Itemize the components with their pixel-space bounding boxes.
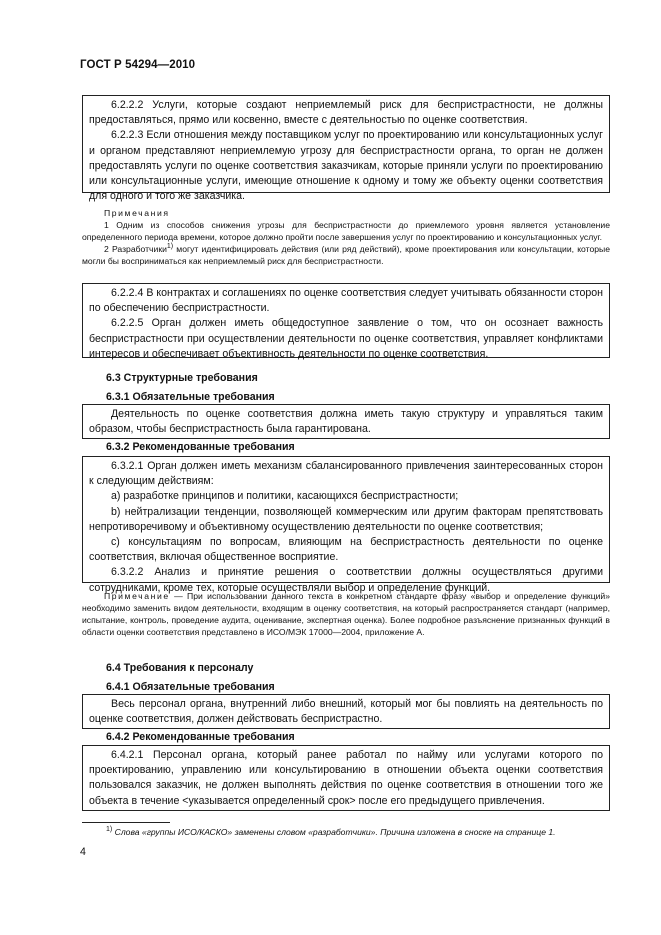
clause-6-2-2-4: 6.2.2.4 В контрактах и соглашениях по оценке соответствия следует учитывать обязанности сторон по обеспечению беспристрастности.	[89, 287, 603, 315]
section-6-4-2-title: 6.4.2 Рекомендованные требования	[106, 731, 295, 743]
list-item-c: c) консультациям по вопросам, влияющим на беспристрастность деятельности по оценке соответствия, включая общественное восприятие.	[89, 536, 603, 564]
page-number: 4	[80, 846, 86, 858]
note-block-2	[82, 590, 610, 638]
document-code: ГОСТ Р 54294—2010	[80, 59, 196, 71]
footnote	[106, 827, 616, 838]
requirements-box-6-3-1	[82, 404, 610, 439]
note-2-end: могут идентифицировать действия (или ряд действий), кроме проектирования или консультации, которые могли бы восприниматься как неприемлемый риск для беспристрастности.	[82, 244, 610, 266]
clause-6-3-2-1: 6.3.2.1 Орган должен иметь механизм сбалансированного привлечения заинтересованных сторон к следующим действиям:	[89, 460, 603, 488]
requirements-box-6-2-2-4	[82, 283, 610, 358]
clause-6-4-2-1: 6.4.2.1 Персонал органа, который ранее работал по найму или услугами которого по проектированию, управлению или консультированию в отношении объекта оценки соответствия пользовался заказчик, не должен выполнять действия по оценке соответствия в отношении того же объекта в течение <указывается определенный срок> после его предыдущего привлечения.	[89, 749, 603, 807]
footnote-marker: 1)	[106, 826, 113, 834]
list-item-b: b) нейтрализации тенденции, позволяющей коммерческим или другим факторам препятствовать непротиворечивому и объективному осуществлению деятельности по оценке соответствия;	[89, 505, 603, 533]
requirements-box-6-3-2	[82, 456, 610, 594]
section-6-3-2-title: 6.3.2 Рекомендованные требования	[106, 441, 295, 453]
section-6-4-title: 6.4 Требования к персоналу	[106, 662, 254, 674]
note-1: 1 Одним из способов снижения угрозы для беспристрастности до приемлемого уровня является установление определенного периода времени, которое должно пройти после завершения услуг по проектированию и консультационных услуг.	[82, 220, 610, 242]
list-item-a: a) разработке принципов и политики, касающихся беспристрастности;	[111, 490, 459, 503]
note-label: Примечание	[104, 591, 170, 601]
requirements-box-6-4-2	[82, 745, 610, 811]
clause-6-2-2-3: 6.2.2.3 Если отношения между поставщиком услуг по проектированию или консультационных услуг и органом представляют неприемлемую угрозу для беспристрастности органа, то орган не должен предоставлять услуги по оценке соответствия заказчикам, которые приняли услуги по проектированию или консультационные услуги, имеющие отношение к одному и тому же объекту оценки соответствия для одного и того же заказчика.	[89, 129, 603, 203]
note-2-start: 2 Разработчики	[104, 244, 167, 254]
requirements-box-6-4-1	[82, 694, 610, 729]
section-6-4-1-title: 6.4.1 Обязательные требования	[106, 681, 275, 693]
footnote-separator	[82, 822, 170, 823]
clause-6-2-2-2: 6.2.2.2 Услуги, которые создают неприемлемый риск для беспристрастности, не должны предоставляться, прямо или косвенно, вместе с деятельностью по оценке соответствия.	[89, 99, 603, 127]
footnote-text: Слова «группы ИСО/КАСКО» заменены словом «разработчики». Причина изложена в сноске на странице 1.	[112, 827, 556, 837]
section-6-3-title: 6.3 Структурные требования	[106, 372, 258, 384]
note-body: — При использовании данного текста в конкретном стандарте фразу «выбор и определение функций» необходимо заменить видом деятельности, входящим в оценку соответствия, на который распространяется стандарт (например, испытание, контроль, проведение аудита, оценивание, экспертная оценка). Более подробное разъяснение признанных функций в области оценки соответствия представлено в ИСО/МЭК 17000—2004, приложение А.	[82, 591, 610, 637]
footnote-ref: 1)	[166, 243, 174, 251]
notes-block	[82, 207, 610, 267]
note-2-text	[82, 590, 610, 638]
notes-label: Примечания	[104, 208, 170, 218]
clause-6-3-1-text: Деятельность по оценке соответствия должна иметь такую структуру и управляться таким образом, чтобы беспристрастность была гарантирована.	[89, 408, 603, 436]
section-6-3-1-title: 6.3.1 Обязательные требования	[106, 391, 275, 403]
note-2	[82, 243, 610, 267]
clause-6-2-2-5: 6.2.2.5 Орган должен иметь общедоступное заявление о том, что он осознает важность беспристрастности при осуществлении деятельности по оценке соответствия, управляет конфликтами интересов и обеспечивает объективность деятельности по оценке соответствия.	[89, 317, 603, 360]
clause-6-4-1-text: Весь персонал органа, внутренний либо внешний, который мог бы повлиять на деятельность по оценке соответствия, должен действовать беспристрастно.	[89, 698, 603, 726]
clause-6-3-2-2: 6.3.2.2 Анализ и принятие решения о соответствии должны осуществляться другими сотрудниками, кроме тех, которые осуществляли выбор и определение функций.	[89, 566, 603, 594]
requirements-box-6-2-2-2	[82, 95, 610, 203]
